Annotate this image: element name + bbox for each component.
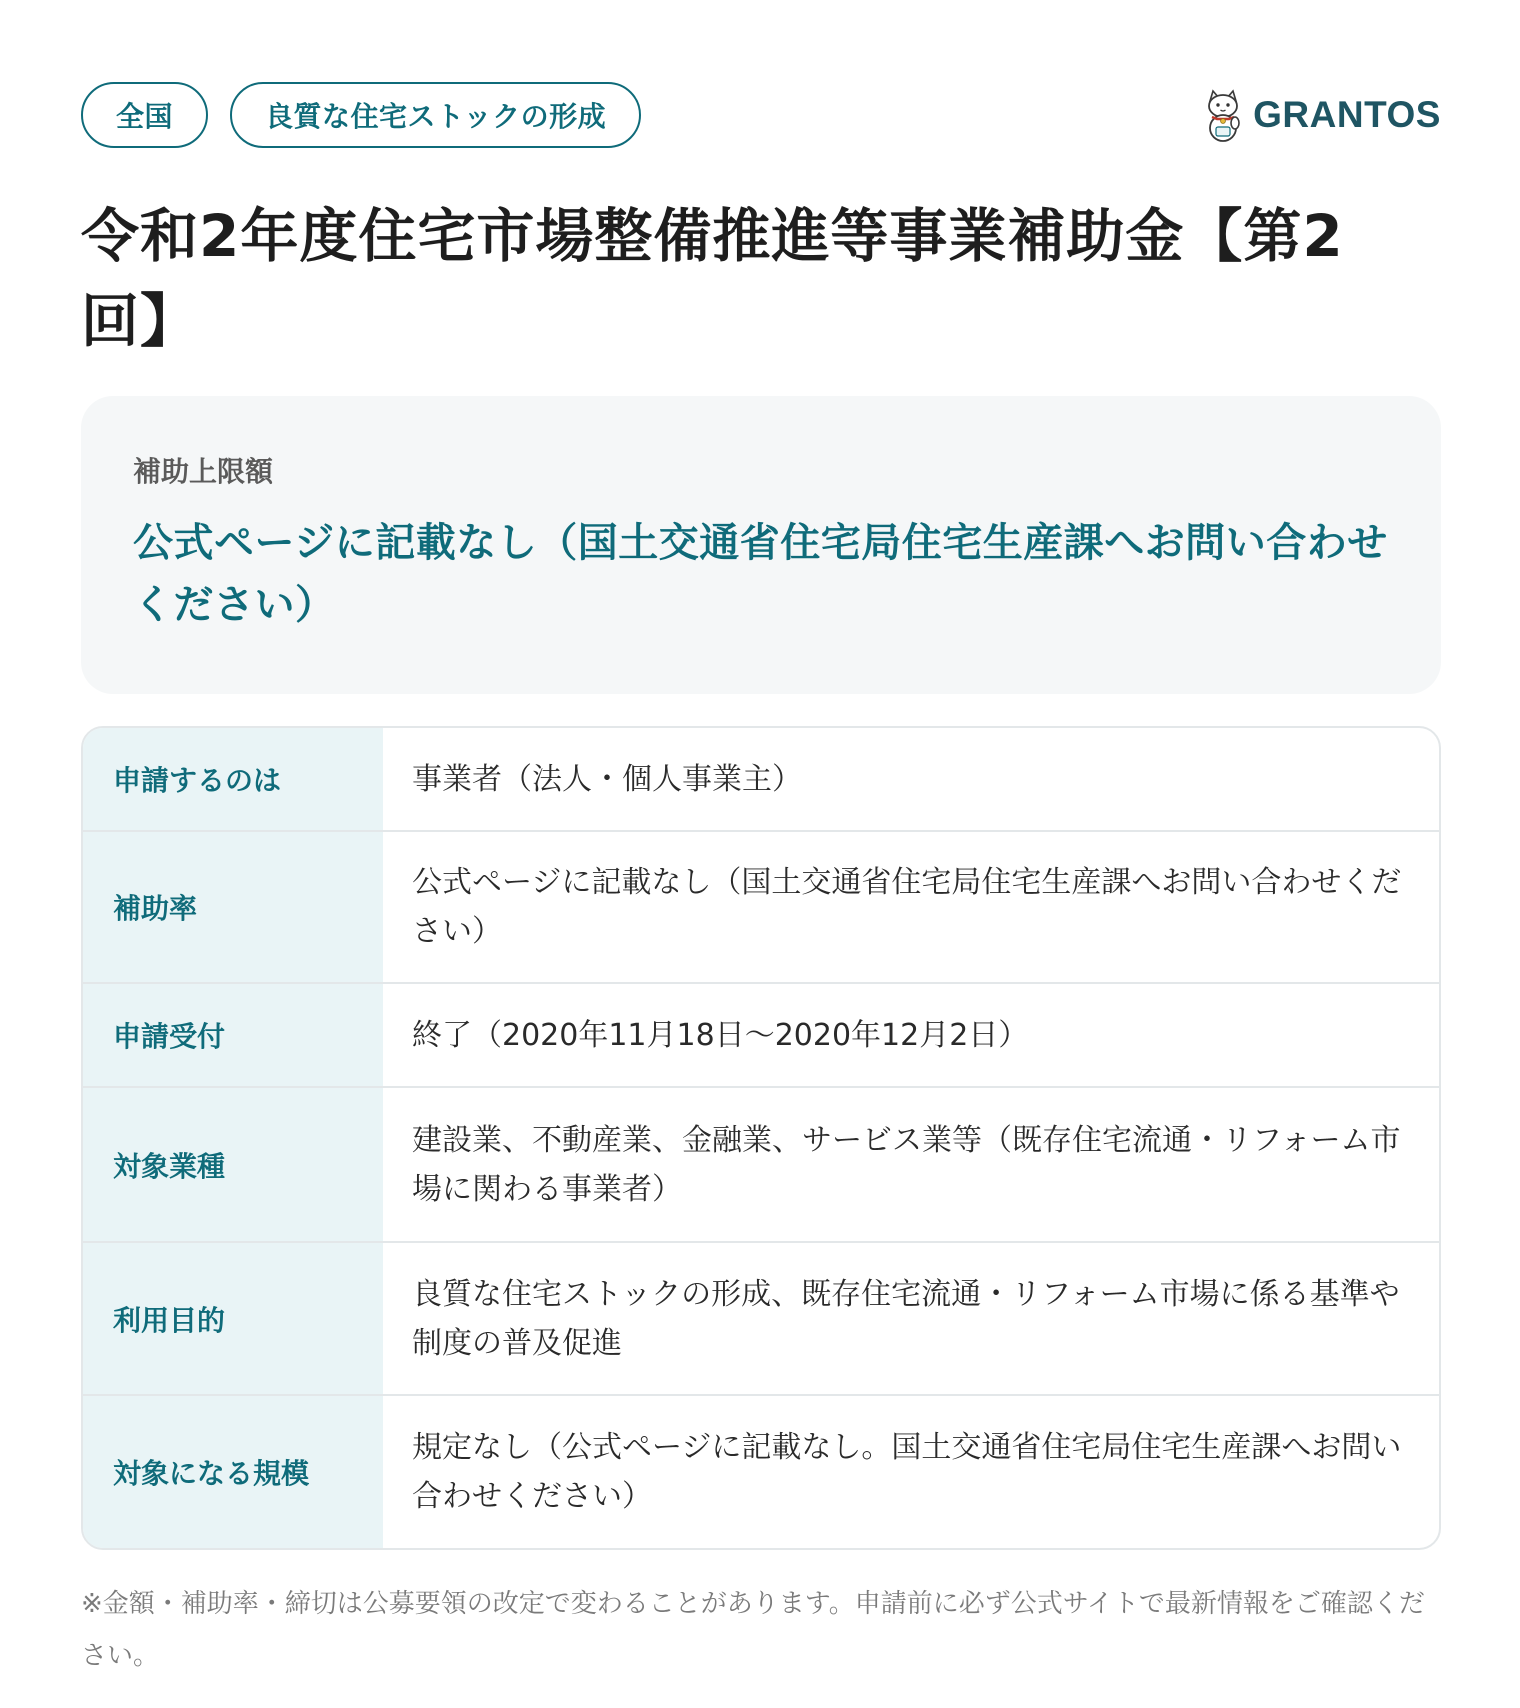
row-label: 申請受付 (83, 984, 383, 1086)
brand-name: GRANTOS (1253, 94, 1441, 135)
row-label: 対象になる規模 (83, 1396, 383, 1548)
disclaimer-note: ※金額・補助率・締切は公募要領の改定で変わることがあります。申請前に必ず公式サイトで最新情報をご確認ください。 (81, 1589, 1425, 1671)
tag-list (81, 82, 641, 148)
row-value: 終了（2020年11月18日〜2020年12月2日） (412, 1017, 1029, 1053)
subsidy-limit-card (81, 396, 1441, 694)
row-value: 規定なし（公式ページに記載なし。国土交通省住宅局住宅生産課へお問い合わせください） (412, 1430, 1402, 1514)
details-row-subsidy-rate (83, 830, 1439, 982)
row-value: 公式ページに記載なし（国土交通省住宅局住宅生産課へお問い合わせください） (412, 865, 1402, 949)
details-row-purpose (83, 1241, 1439, 1394)
row-label: 対象業種 (83, 1088, 383, 1241)
maneki-neko-cat-icon (1201, 87, 1245, 143)
row-value: 建設業、不動産業、金融業、サービス業等（既存住宅流通・リフォーム市場に関わる事業者） (412, 1122, 1401, 1207)
page-title: 令和2年度住宅市場整備推進等事業補助金【第2回】 (81, 202, 1344, 355)
row-label: 利用目的 (83, 1243, 383, 1394)
row-label: 補助率 (83, 832, 383, 982)
details-row-scale (83, 1394, 1439, 1548)
row-value: 事業者（法人・個人事業主） (412, 761, 802, 797)
details-table (81, 726, 1441, 1550)
details-row-application-period (83, 982, 1439, 1086)
brand-logo[interactable] (1201, 87, 1441, 143)
tag-region[interactable]: 全国 (81, 82, 208, 148)
header (81, 80, 1441, 150)
subsidy-detail-page (81, 80, 1441, 1708)
subsidy-limit-value: 公式ページに記載なし（国土交通省住宅局住宅生産課へお問い合わせください） (133, 520, 1388, 628)
details-row-applicant (83, 728, 1439, 830)
details-row-industry (83, 1086, 1439, 1241)
row-label: 申請するのは (83, 728, 383, 830)
row-value: 良質な住宅ストックの形成、既存住宅流通・リフォーム市場に係る基準や制度の普及促進 (412, 1276, 1400, 1361)
tag-category[interactable]: 良質な住宅ストックの形成 (230, 82, 641, 148)
subsidy-limit-label: 補助上限額 (133, 455, 274, 488)
